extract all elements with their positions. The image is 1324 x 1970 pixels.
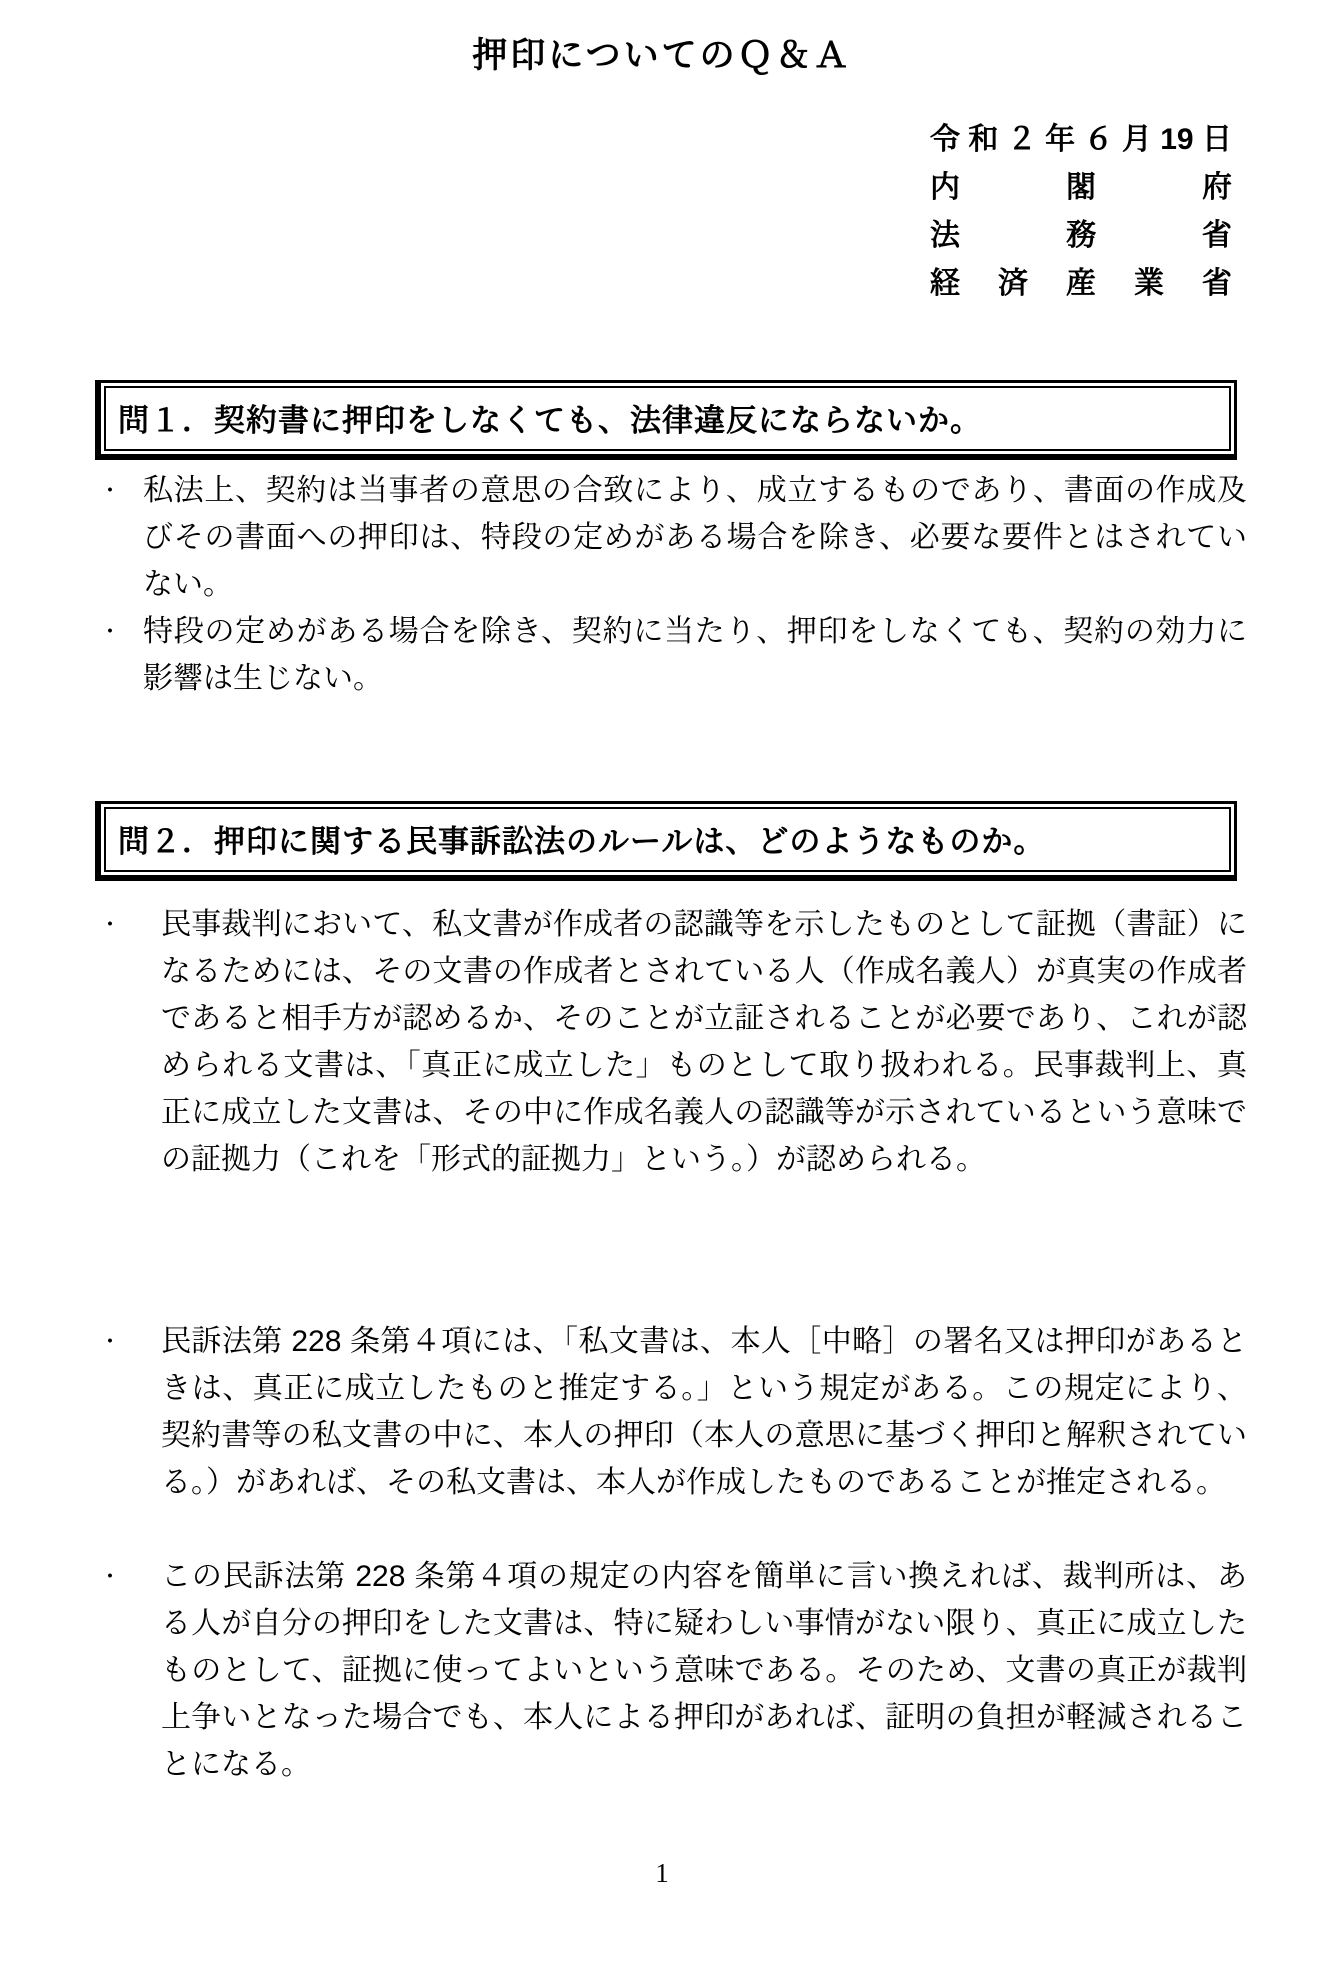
author-cabinet-office: 内閣府 — [930, 171, 1232, 204]
bullet-icon: ・ — [99, 1329, 122, 1354]
document-date: 令和２年６月19日 — [930, 123, 1232, 156]
page-number: 1 — [655, 1858, 669, 1888]
bullet-icon: ・ — [99, 619, 122, 644]
question2-bullet-3: この民訴法第 228 条第４項の規定の内容を簡単に言い換えれば、裁判所は、ある人が自分の押印をした文書は、特に疑わしい事情がない限り、真正に成立したものとして、証拠に使ってよいという意味である。そのため、文書の真正が裁判上争いとなった場合でも、本人による押印があれば、証明の負担が軽減されることになる。 — [161, 1560, 1247, 1781]
question1-bullet-1: 私法上、契約は当事者の意思の合致により、成立するものであり、書面の作成及びその書面への押印は、特段の定めがある場合を除き、必要な要件とはされていない。 — [143, 474, 1247, 601]
question1-heading: 問１．契約書に押印をしなくても、法律違反にならないか。 — [104, 386, 1231, 451]
page-title: 押印についてのＱ＆Ａ — [472, 36, 852, 75]
question2-bullet-1: 民事裁判において、私文書が作成者の認識等を示したものとして証拠（書証）になるためには、その文書の作成者とされている人（作成名義人）が真実の作成者であると相手方が認めるか、そのことが立証されることが必要であり、これが認められる文書は、「真正に成立した」ものとして取り扱われる。民事裁判上、真正に成立した文書は、その中に作成名義人の認識等が示されているという意味での証拠力（これを「形式的証拠力」という。）が認められる。 — [161, 908, 1247, 1176]
author-ministry-of-economy: 経済産業省 — [930, 267, 1232, 300]
question2-heading: 問２．押印に関する民事訴訟法のルールは、どのようなものか。 — [104, 807, 1231, 872]
question1-bullet-2: 特段の定めがある場合を除き、契約に当たり、押印をしなくても、契約の効力に影響は生じない。 — [143, 615, 1247, 695]
question1-heading-box — [95, 380, 1237, 460]
question2-heading-box — [95, 801, 1237, 881]
list-item — [95, 608, 1247, 702]
list-item — [95, 901, 1247, 1183]
list-item — [95, 1318, 1247, 1506]
bullet-icon: ・ — [99, 912, 122, 937]
byline-block — [930, 116, 1232, 308]
bullet-icon: ・ — [99, 478, 122, 503]
list-item — [95, 467, 1247, 608]
author-ministry-of-justice: 法務省 — [930, 219, 1232, 252]
question2-bullet-2: 民訴法第 228 条第４項には、「私文書は、本人［中略］の署名又は押印があるときは、真正に成立したものと推定する。」という規定がある。この規定により、契約書等の私文書の中に、本人の押印（本人の意思に基づく押印と解釈されている。）があれば、その私文書は、本人が作成したものであることが推定される。 — [161, 1325, 1247, 1499]
bullet-icon: ・ — [99, 1564, 122, 1589]
list-item — [95, 1553, 1247, 1788]
